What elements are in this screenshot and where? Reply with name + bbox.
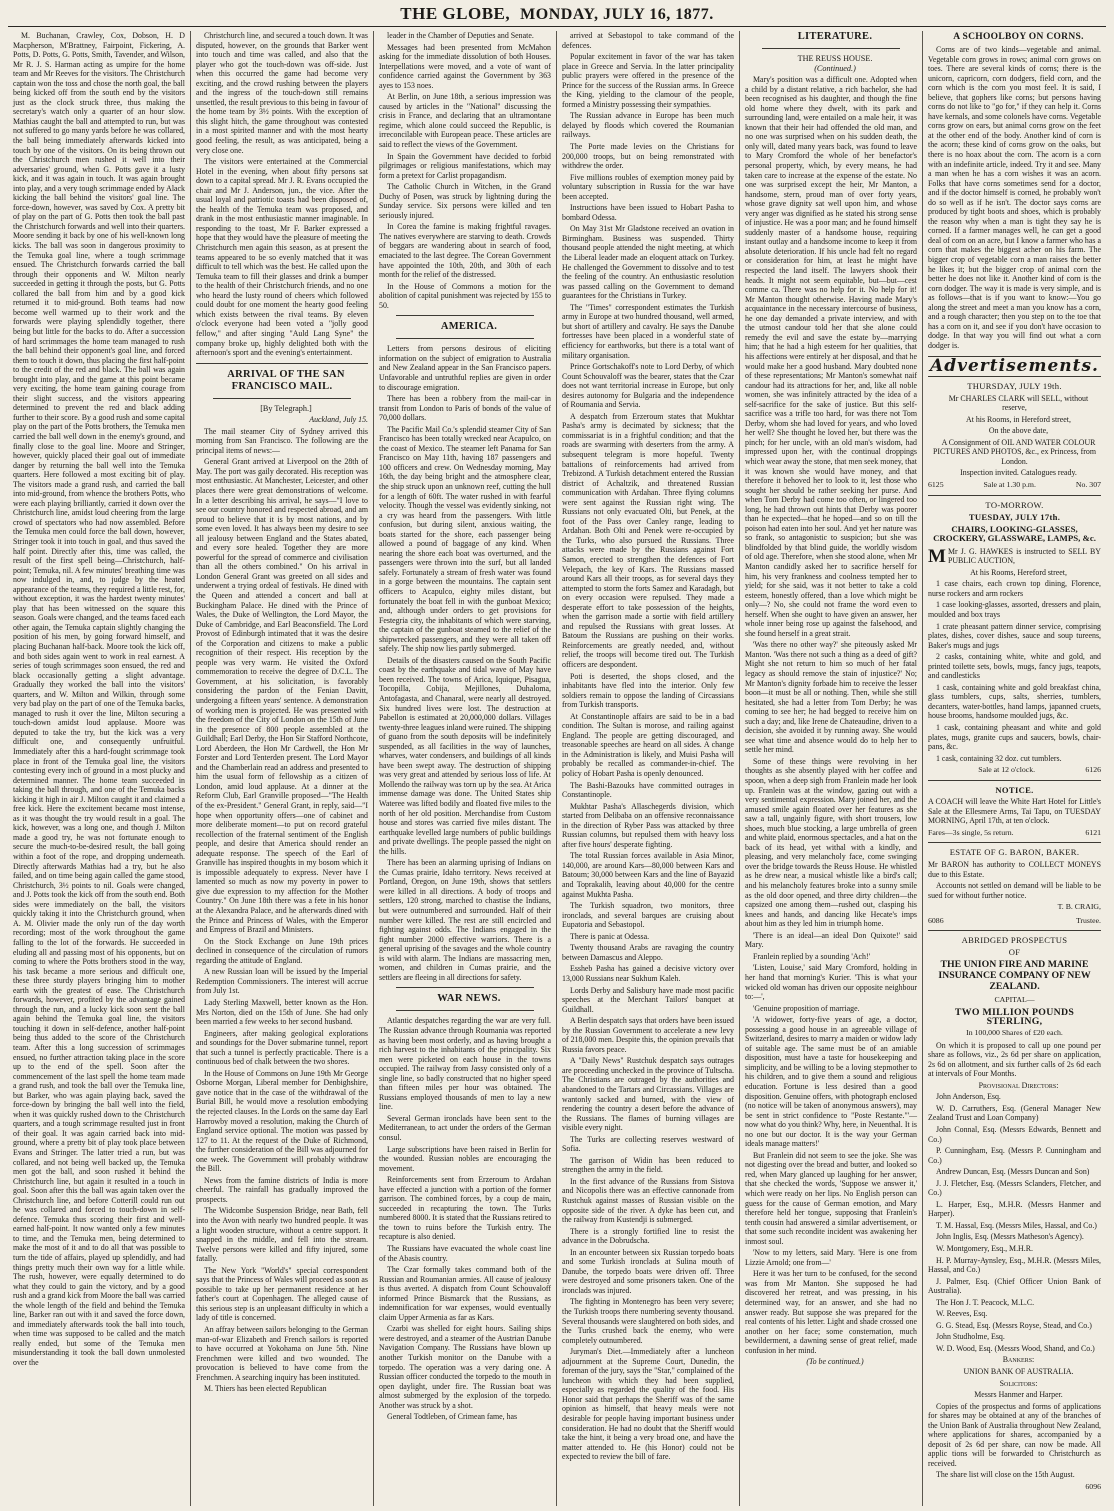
- ad-line: On the above date,: [988, 426, 1049, 436]
- list-item: John Anderson, Esq.: [936, 1092, 1001, 1102]
- trustee-label: Trustee.: [1075, 915, 1101, 925]
- paragraph: Essheb Pasha has gained a decisive victory over 13,000 Russians near Sukhum Kaleh.: [562, 964, 734, 983]
- column-2: [191, 31, 374, 1506]
- list-item: 1 case looking-glasses, assorted, dressers and plain, moulded and box trays: [928, 600, 1101, 619]
- paragraph: There is a strongly fortified line to resist the advance in the Dobrudscha.: [562, 1226, 734, 1246]
- divider: [396, 987, 534, 988]
- col2-body: [196, 31, 368, 358]
- ad-hawkes-intro: [928, 547, 1101, 566]
- paragraph: The Catholic Church in Witchen, in the Grand Duchy of Posen, was struck by lightning during the Sunday service. Six persons were killed and ten seriously injured.: [379, 182, 551, 220]
- paragraph: The Czar formally takes command both of the Russian and Roumanian armies. All cause of jealousy is thus averted. A dispatch from Count Schouvaloff informed Prince Bismarck that the Russians, as indemnification for war expenses, would eventually claim Upper Armenia as far as Kars.: [379, 1265, 551, 1322]
- ad-hawkes-where: At his Rooms, Hereford street,: [970, 567, 1067, 577]
- divider: [928, 780, 1101, 781]
- divider: [196, 363, 368, 364]
- capital-label: CAPITAL—: [994, 995, 1035, 1005]
- paragraph: Popular excitement in favor of the war has taken place in Greece and Servia. In the latter principality public prayers were offered in the presence of the Prince for the success of the Russian arms. In Greece the King, yielding to the clamour of the people, formed a Ministry possessing their sympathies.: [562, 52, 734, 109]
- company-name: THE UNION FIRE AND MARINE INSURANCE COMPANY OF NEW ZEALAND.: [938, 959, 1091, 993]
- paragraph: 'There is an ideal—an ideal Don Quixote!' said Mary.: [745, 930, 917, 950]
- issue-date: MONDAY, JULY 16, 1877.: [520, 6, 714, 23]
- sale-time: Sale at 1.30 p.m.: [983, 479, 1036, 489]
- list-item: J. J. Fletcher, Esq. (Messrs Sclanders, Fletcher, and Co.): [928, 1178, 1101, 1198]
- col4-body: [562, 31, 734, 1462]
- ad-clark-footer: [928, 480, 1101, 490]
- paragraph: At Berlin, on June 18th, a serious impression was caused by articles in the "National" discussing the crisis in France, and declaring that an ultramontane regime, which alone could succeed the Republic, is irreconcilable with European peace. These articles are said to reflect the views of the Government.: [379, 92, 551, 150]
- paragraph: But Franlein did not seem to see the joke. She was not digesting over the bread and butter, and looked so red, when Mary glanced up laughing for her answer, that she checked the words, 'Suppose we answer it,' which were ready on her lips. No English person can guess for the cause of German emotion, and Mary therefore held her tongue, supposing that Franlein's tenth cousin had answered a similar advertisement, or that some such recondite incident was awakening her inmost soul.: [745, 1150, 917, 1246]
- ad-date-tuesday: TUESDAY, JULY 17th.: [968, 512, 1061, 523]
- paragraph: The total Russian forces available in Asia Minor, 140,000, are around Kars—80,000 between Kars and Batoum; 30,000 between Kars and the line of Bayazid and Toprakalih, leaving about 40,000 for the centre against Mukhta Pasha.: [562, 851, 734, 899]
- col2-body-2: [196, 427, 368, 1394]
- paragraph: leader in the Chamber of Deputies and Senate.: [387, 31, 534, 40]
- paragraph: A Berlin despatch says that orders have been issued by the Russian Government to accelerate a new levy of 218,000 men. Despite this, the opinion prevails that Russia favors peace.: [562, 1016, 734, 1054]
- estate-title: ESTATE OF G. BARON, BAKER.: [949, 847, 1080, 858]
- ad-line: Inspection invited. Catalogues ready.: [960, 468, 1077, 478]
- ad-number: 6126: [1085, 765, 1101, 775]
- section-title-san-francisco-mail: ARRIVAL OF THE SAN FRANCISCO MAIL.: [227, 368, 345, 392]
- divider: [396, 338, 534, 339]
- ad-line: A Consignment of OIL AND WATER COLOUR PICTURES AND PHOTOS, &c., ex Princess, from London.: [933, 437, 1096, 466]
- paragraph: M. Thiers has been elected Republican: [204, 1384, 327, 1394]
- prospectus-title: ABRIDGED PROSPECTUS: [961, 935, 1068, 946]
- divider: [928, 376, 1101, 377]
- paragraph: The New York "World's" special correspondent says that the Princess of Wales will proceed as soon as possible to take up her permanent residence at her father's court at Copenhagen. The alleged cause of this serious step is an unpleasant difficulty in which a lady of title is concerned.: [196, 1265, 368, 1323]
- paragraph: The Pacific Mail Co.'s splendid steamer City of San Francisco has been totally wrecked near Acapulco, on the coast of Mexico. The steamer left Panama for San Francisco on May 11th, having 187 passengers and 100 officers and crew. On Wednesday morning, May 16th, the day being bright and the atmosphere clear, the ship struck upon an unknown reef, cutting the hull for a length of 60ft. The water rushed in with fearful velocity. Though the vessel was evidently sinking, not a cry was heard from the passengers. With little confusion, but during silent, anxious waiting, the boats started for the shore, each passenger being allowed a pound of baggage of any kind. When nearing the shore each boat was overturned, and the passengers were thrown into the surf, but all landed safely. Fortunately a stream of fresh water was found in a gorge between the mountains. The captain sent officers to Acapulco, eighty miles distant, but fortunately the boat fell in with the gunboat Mexico; and, although under orders to get provisions for Festegria city, the inhabitants of which were starving, the captain of the gunboat steamed to the relief of the shipwrecked passengers, and they were all taken off safely. The ship now lies partly submerged.: [379, 424, 551, 654]
- paragraph: The Bashi-Bazouks have committed outrages in Constantinople.: [562, 780, 734, 800]
- divider: [213, 398, 351, 399]
- column-6: [923, 31, 1106, 1506]
- list-item: T. M. Hassal, Esq. (Messrs Miles, Hassal, and Co.): [936, 1220, 1097, 1230]
- list-item: John Studholme, Esq.: [936, 1332, 1005, 1342]
- col6-body: [928, 45, 1101, 351]
- list-item: G. G. Stead, Esq. (Messrs Royse, Stead, and Co.): [936, 1320, 1092, 1330]
- paragraph: The Russians have evacuated the whole coast line of the Abasis country.: [379, 1243, 551, 1263]
- list-item: 1 cask, containing pheasant and white and gold plates, mugs, granite cups and saucers, bowls, chair-pans, &c.: [928, 723, 1101, 752]
- paragraph: Five millions roubles of exemption money paid by voluntary subscription in Russia for the war have been accepted.: [562, 172, 734, 201]
- paragraph: Poti is deserted, the shops closed, and the inhabitants have fled into the interior. Only few soldiers remain to oppose the landing of Circassians from Turkish transports.: [562, 671, 734, 710]
- list-item: L. Harper, Esq., M.H.R. (Messrs Hanmer and Harper).: [928, 1199, 1101, 1219]
- masthead: [8, 4, 1106, 27]
- paragraph: Christchurch line, and secured a touch down. It was disputed, however, on the grounds that Barker went into touch and time was called, and also that the player who got the touch-down was off-side. Just when this occurred the game had become very exciting, and the crowd rushing between the players and the ingress of the touch-down still remains unsettled, the result previous to this being in favour of the home team by 3½ points. With the exception of this slight hitch, the game throughout was contested in a most spirited manner and with the most hearty good feeling, the result, as was anticipated, being a very close one.: [196, 31, 368, 155]
- paragraph: On the Stock Exchange on June 19th prices declined in consequence of the circulation of rumors regarding the attitude of England.: [196, 936, 368, 965]
- paragraph: Lady Sterling Maxwell, better known as the Hon. Mrs Norton, died on the 15th of June. She had only been married a few weeks to her second husband.: [196, 997, 368, 1027]
- divider: [762, 48, 900, 49]
- section-title-literature: LITERATURE.: [797, 31, 873, 42]
- paragraph: Prince Gortschakoff's note to Lord Derby, of which Count Schouvaloff was the bearer, states that the Czar does not want territorial increase in Europe, but only desires autonomy for Bulgaria and the independence of Roumania and Servia.: [562, 362, 734, 410]
- paragraph: There has been an alarming uprising of Indians on the Cumas prairie, Idaho territory. News received at Portland, Oregon, on June 19th, shows that settlers were killed in all directions. A body of troops and settlers, 120 strong, marched to chastise the Indians, but were outnumbered and surrounded. Half of their number were killed. The rest are still encircled and fighting against odds. The Indians engaged in the fight number 2000 effective warriors. There is a general uprising of the savages and the whole country is wild with alarm. The Indians are massacring men, women, and children in Cumas prairie, and the settlers are fleeing in all directions for safety.: [379, 858, 551, 982]
- list-item: 1 case chairs, each crown top dining, Florence, nurse rockers and arm rockers: [928, 579, 1101, 598]
- paragraph: Atlantic despatches regarding the war are very full. The Russian advance through Roumania was reported as having been most orderly, and as having brought a rich harvest to the inhabitants of the principality. Six men were picketed on each house in the towns occupied. The railway from Jassy consisted only of a single line, so badly constructed that no higher speed than fifteen miles per hour was obtained. The Russians employed thousands of men to lay a new line.: [379, 1016, 551, 1112]
- list-item: P. Cunningham, Esq. (Messrs P. Cunningham and Co.): [928, 1146, 1101, 1165]
- paragraph: Corns are of two kinds—vegetable and animal. Vegetable corn grows in rows; animal corn grows on toes. There are several kinds of corns; there is the unicorn, capricorn, corn dodgers, field corn, and the corn which is the corn you most feel. It is said, I believe, that gophers like corns; but persons having corns do not like to "go for," if they can help it. Corns have kernals, and some colonels have corns. Vegetable corns grow on ears, but animal corns grow on the feet at the other end of the body. Another kind of corn is the acorn; these kind of corns grow on the oaks, but there is no hoax about the corn. The acorn is a corn with an indefinite article, indeed. Try it and see. Many a man when he has a corn wishes it was an acorn. Folks that have corns sometimes send for a doctor, and if the doctor himself is corned, he probably won't do so well as if he isn't. The doctor says corns are produced by tight boots and shoes, which is probably the reason why when a man is tight they say he is corned. If a farmer manages well, he can get a good deal of corn on an acre, but I know a farmer who has a corn that makes the biggest acher on his farm. The bigger crop of vegetable corn a man raises the better he likes it; but the bigger crop of animal corn the better he does not like it. Another kind of corn is the corn dodger. The way it is made is very simple, and is as follows—that is if you want to know:—You go along the street and meet a man you know has a corn, and a rough character; then you step on to the toe that has a corn on it, and see if you don't have occasion to dodge. In that way you will find out what a corn dodger is.: [928, 45, 1101, 350]
- divider: [928, 495, 1101, 496]
- directors-label: Provisional Directors:: [978, 1080, 1059, 1090]
- list-item: W. Reeves, Esq.: [936, 1309, 988, 1319]
- list-item: John Inglis, Esq. (Messrs Matheson's Agency).: [936, 1232, 1084, 1242]
- paragraph: arrived at Sebastopol to take command of the defences.: [562, 31, 734, 50]
- paragraph: Mukhtar Pasha's Allaschegerds division, which started from Delibaba on an offensive reconnaissance in the direction of Ryber Pass was attacked by three Russian columns, but repulsed them with heavy loss after five hours' desperate fighting.: [562, 801, 734, 849]
- ad-hawkes-title: CHAIRS, LOOKING-GLASSES, CROCKERY, GLASSWARE, LAMPS, &c.: [933, 523, 1096, 544]
- ad-hawkes-footer: [928, 765, 1101, 775]
- col3-body-3: [379, 1016, 551, 1421]
- list-item: 1 crate pheasant pattern dinner service, comprising plates, dishes, cover dishes, sauce and soup tureens, Baker's mugs and jugs: [928, 621, 1101, 650]
- ad-line: At his Rooms, in Hereford street,: [966, 414, 1071, 424]
- columns: [8, 31, 1106, 1506]
- paragraph: 'Listen, Louise,' said Mary Cromford, holding in her hand that morning's Kurier. 'This is what your wicked old woman has driven our opposite neighbour to:—',: [745, 963, 917, 1002]
- telegraph-note: [By Telegraph.]: [260, 403, 312, 413]
- prospectus-closing-2: The share list will close on the 15th August.: [936, 1470, 1075, 1480]
- col3-body-2: [379, 344, 551, 982]
- solicitors: Messrs Hanmer and Harper.: [974, 1390, 1063, 1400]
- list-item: W. D. Carruthers, Esq. (General Manager New Zealand Trust and Loan Company): [928, 1103, 1101, 1123]
- paragraph: In the House of Commons a motion for the abolition of capital punishment was rejected by 155 to 50.: [379, 281, 551, 310]
- ad-number: 6121: [1085, 827, 1101, 837]
- paragraph: A despatch from Erzeroum states that Mukhtar Pasha's army is decimated by sickness; that the commissariat is in a frightful condition; and that the roads are swarming with deserters from the army. A subsequent telegram is more hopeful. Twenty battalions of reinforcements had arrived from Trebizond. A Turkish detachment entered the Russian district of Achaltzik, and threatened Russian communication with Ardahan. Three flying columns were sent against the Russian right wing. The Russians not only evacuated Olti, but Penek, at the foot of the Pass over Canley range, leading to Ardahan. Both Olti and Penek were re-occupied by the Turks, who also pursued the Russians. Three attacks were made by the Russians against Fort Samon, erected to strengthen the defences of Fort Velepach, the key of Kars. The Russians massed around Kars all their troops, as for several days they attempted to storm the forts Samez and Karadagh, but on every occasion were repulsed. They made a desperate effort to take possession of the heights, when the garrison made a sortie with field artillery and repulsed the Russians with great losses. At Batoum the Russians are pushing on their works. Reinforcements are greatly needed, and, without relief, the troops will become tired out. The Turkish officers are despondent.: [562, 411, 734, 669]
- paragraph: In the House of Commons on June 19th Mr George Osborne Morgan, Liberal member for Denbighshire, gave notice that in the case of the withdrawal of the Burial Bill, he would move a resolution embodying the rejected clauses. In the Lords on the same day Earl Harrowby moved a resolution, making the Church of England service optional. The motion was passed by 127 to 11. At the request of the Duke of Richmond, the further consideration of the Bill was adjourned for one week. The Government will probably withdraw the Bill.: [196, 1068, 368, 1174]
- paragraph: Details of the disasters caused on the South Pacific coast by the earthquake and tidal wave of May have been received. The towns of Arica, Iquique, Pisagua, Tocopilla, Cobija, Mejillones, Duhaloma, Antofagasta, and Chanaral, were nearly all destroyed. Six hundred lives were lost. The destruction at Pabellon is estimated at 20,000,000 dollars. Villages twenty-three leagues inland were ruined. The shipping of guano from the south deposits will be indefinitely suspended, as all facilities in the way of launches, wharves, water condensers, and buildings of all kinds have been swept away. The destruction of shipping was very great and attended by serious loss of life. At Mollendo the railway was torn up by the sea. At Arica immense damage was done. The United States ship Wateree was lifted bodily and floated five miles to the north of her old position. Merchandise from Custom house and stores was carried five miles distant. The earthquake levelled large numbers of public buildings and private dwellings. The people passed the night on the hills.: [379, 655, 551, 856]
- divider: [396, 315, 534, 316]
- directors-list: [928, 1092, 1101, 1353]
- prospectus-closing: Copies of the prospectus and forms of applications for shares may be obtained at any of the branches of the Union Bank of Australia throughout New Zealand, where applications for shares, accompanied by a deposit of 2s 6d per share, can now be made. All applic tions will be forwarded to Christchurch as received.: [928, 1401, 1101, 1468]
- paragraph: News from the famine districts of India is more cheerful. The rainfall has gradually improved the prospects.: [196, 1175, 368, 1204]
- paragraph: An affray between sailors belonging to the German man-of-war Elizabeth and French sailors is reported to have occurred at Yokohama on June 5th. Nine Frenchmen were killed and two wounded. The provocation is believed to have come from the Frenchmen. A searching inquiry has been instituted.: [196, 1325, 368, 1382]
- paragraph: A "Daily News" Rustchuk despatch says outrages are proceeding unchecked in the province of Tultscha. The Christians are outraged by the authorities and abandoned to the Tartars and Circassians. Villages are wantonly sacked and burned, with the view of rendering the country a desert before the advance of the Russians. The flames of burning villages are visible every night.: [562, 1056, 734, 1133]
- ad-clark: [928, 394, 1101, 478]
- paragraph: The "Times" correspondent estimates the Turkish army in Europe at two hundred thousand, well armed, but short of artillery and cavalry. He says the Danube fortresses have been placed in a wonderful state of efficiency for earthworks, but there is a total want of military organisation.: [562, 302, 734, 360]
- list-item: The Hon J. T. Peacock, M.L.C.: [936, 1297, 1035, 1307]
- paragraph: The Turkish squadron, two monitors, three ironclads, and several barques are cruising about Eupatoria and Sebastopol.: [562, 901, 734, 930]
- paragraph: Several German ironclads have been sent to the Mediterranean, to act under the orders of the German consul.: [379, 1113, 551, 1142]
- paragraph: General Grant arrived at Liverpool on the 28th of May. The port was gaily decorated. His reception was most enthusiastic. At Manchester, Leicester, and other places there were great demonstrations of welcome. In a letter describing his arrival, he says—"I love to see our country honored and respected abroad, and am proud to believe that it is by most nations, and by some even loved. It has always been my desire to see all jealousy between England and the States abated, and every sore healed. Together they are more powerful for the spread of commerce and civilisation than all the others combined." On his arrival in London General Grant was greeted on all sides and underwent a trying ordeal of festivals. He dined with the Queen and attended a concert and ball at Buckingham Palace. He dined with the Prince of Wales, the Duke of Wellington, the Lord Mayor, the Duke of Cambridge, and Earl Beaconsfield. The Lord Provost of Edinburgh intimated that it was the desire of the Corporation and citizens to make a public recognition of their respect. His reception by the people was very warm. He visited the Oxford commemoration to receive the degree of D.C.L. The Government, at his solicitation, is favorably considering the pardon of the Fenian Davitt, undergoing a fifteen years' sentence. A demonstration of working men is projected. He was presented with the freedom of the City of London on the 15th of June in the presence of 800 people assembled at the Guildhall; Earl Derby, the Hon Sir Stafford Northcote, Lord Aberdeen, the Hon Mr Cardwell, the Hon Mr Forster and Lord Tenterden present. The Lord Mayor and the Chamberlain read an address and presented to him the usual form of fellowship as a citizen of London, amid loud applause. At a dinner at the Reform Club, Earl Granville proposed—"The Health of the ex-President." General Grant, in reply, said—"I hope when opportunity offers—one of cabinet and more deliberate moment—to put on record grateful recollection of the fraternal sentiment of the English people, and desire that America should render an adequate response. The speech of the Earl of Granville has inspired thoughts in my bosom which it is impossible adequately to express. Never have I lamented so much as now my poverty in power to give due expression to my affection for the Mother Country." On June 18th there was a fete in his honor at the Alexandra Palace, and he afterwards dined with the Prince and Princess of Wales, with the Emperor and Empress of Brazil and Ministers.: [196, 457, 368, 935]
- ad-date-thursday: THURSDAY, JULY 19th.: [967, 381, 1062, 392]
- capital-amount: TWO MILLION POUNDS STERLING,: [954, 1006, 1075, 1028]
- paragraph: 'Genuine proposition of marriage.: [753, 1003, 860, 1013]
- prospectus-text: On which it is proposed to call up one pound per share as follows, viz., 2s 6d per share on application, 2s 6d on allotment, and six further calls of 2s 6d each at intervals of Four Months.: [928, 1040, 1101, 1079]
- list-item: Andrew Duncan, Esq. (Messrs Duncan and Son): [936, 1167, 1090, 1177]
- paragraph: In Spain the Government have decided to forbid pilgrimages or religious manifestations, which may form a pretext for Carlist propagandism.: [379, 151, 551, 180]
- fares: Fares—3s single, 5s return.: [928, 827, 1014, 837]
- lot-number: No. 307: [1075, 479, 1101, 489]
- paragraph: Engineers, after making geological explorations and soundings for the Dover submarine tunnel, report that such a tunnel is perfectly practicable. There is a continuous bed of chalk between the two shores.: [196, 1028, 368, 1067]
- paragraph: The Widcombe Suspension Bridge, near Bath, fell into the Avon with nearly two hundred people. It was a light wooden structure, without a centre support. It snapped in the middle, and fell into the stream. Twelve persons were killed and fifty injured, some fatally.: [196, 1206, 368, 1264]
- paragraph: At Constantinople affairs are said to be in a bad condition. The Sultan is morose, and railing against England. The people are getting discouraged, and treasonable speeches are heard on all sides. A change in the Administration is likely, and Muisi Pasha will probably be recalled as commander-in-chief. The policy of Hobart Pasha is openly denounced.: [562, 711, 734, 779]
- story-continued: (Continued.): [814, 63, 856, 73]
- bankers: UNION BANK OF AUSTRALIA.: [963, 1366, 1074, 1376]
- bankers-label: Bankers:: [1002, 1355, 1035, 1365]
- column-5: [740, 31, 923, 1506]
- section-title-corns: A SCHOOLBOY ON CORNS.: [953, 32, 1084, 42]
- divider: [928, 930, 1101, 931]
- paragraph: Twenty thousand Arabs are ravaging the country between Damascus and Aleppo.: [562, 943, 734, 962]
- estate-text: Mr BARON has authority to COLLECT MONEYS due to this Estate.: [928, 860, 1101, 879]
- col3-body: [379, 31, 551, 310]
- sale-time: Sale at 12 o'clock.: [978, 765, 1036, 775]
- paragraph: Mary's position was a difficult one. Adopted when a child by a distant relative, a rich bachelor, she had been recognised as his daughter, and though the fine old home where they dwelt, with its park and surrounding land, were entailed on a male heir, it was known that their heir had offended the old man, and no one was surprised when on his sudden death, the only will, dated many years back, was found to leave to Mary Cromford the whole of her benefactor's personal property, which, by every means, he had taken care to increase at the expense of the estate. No one was surprised except the heir, Mr Manton, a handsome, stern, proud man of over forty years, whose grave dignity sat well upon him, and whose very anger was dignified as he stated his strong sense of injustice. He was a poor man; and he found himself suddenly master of a handsome house, requiring instant outlay and a handsome income to keep it from absolute deterioration. If his uncle had felt no regard or consideration for him, at least he might have respected the land itself. The lawyers shook their heads. It might not seem equitable, but—but—cest comme ca. There was no help for it. No help for it! Mr Manton thought otherwise. Having made Mary's acquaintance in the necessary intercourse of business, he one day demanded a private interview, and with the utmost candour told her that she alone could remedy the evil and save the estate by—marrying him; that he had a high esteem for her qualities, that his affections were entirely at her disposal, and that he would make her a good husband. Mary doubted none of these representations; Mr Manton's somewhat naif candour had its attractions for her, and, like all noble women, she was infinitely attracted by the idea of a self-sacrifice for the sake of justice. But this self-sacrifice was a trifle too hard, for was there not Tom Derby, whom she had loved for years, and who loved her well? She thought he loved her, but there was the pinch; for her uncle, with an old man's wisdom, had impressed upon her, with the continual droppings which wear away the stone, that men seek money, that it was known she would have money, and that therefore it behoved her to look to it, lest those who sought her should be rather seeking her purse. And when Tom Derby had come too often, or lingered too long, he had thrown out hints that Derby was poorer than he expected—that he hoped—and so on till the poison had eaten into her soul. And yet her nature was so frank, so antagonistic to suspicion; but she was blindfolded by that blind guide, the worldly wisdom of old age. Therefore, when she stood alone, when Mr Manton candidly asked her to sacrifice herself for him, his very frankness and coolness tempted her to yield; for she said, was it not better to take a cold esteem, honestly offered, than a love which might be only—? No, she could not frame the word even to herself. When she ought to have given an answer, her whole inner being rose up against the falsehood, and she found herself in a great strait.: [745, 75, 917, 638]
- list-item: H. P. Murray-Aynsley, Esq., M.H.R. (Messrs Miles, Hassal, and Co.): [928, 1255, 1101, 1275]
- paragraph: The mail steamer City of Sydney arrived this morning from San Francisco. The following are the principal items of news:—: [196, 426, 368, 455]
- paragraph: 'Was there no other way?' she piteously asked Mr Manton. 'Was there not such a thing as a deed of gift? Might she not return to him so much of her fatal legacy as should remove the stain of injustice?' No; Mr Manton's dignity forbade him to receive the lesser boon—it must be all or nothing. Then, while she still hesitated, she had a letter from Tom Derby; he was coming to see her; he had begged to receive him on such a day; and, like Irene de Chateaudine, driven to a decision, she avoided it by running away. She would see what time and absence would do to help her to settle her mind.: [745, 640, 917, 755]
- paragraph: The Porte made levies on the Christians for 200,000 troops, but on being remonstrated with withdrew the order.: [562, 142, 734, 171]
- paragraph: M. Buchanan, Crawley, Cox, Dobson, H. D Macpherson, M'Brattney, Fairpoint, Fickering, A. Potts, D. Potts, G. Potts, Smith, Tavender, and Wilson, Mr R. J. S. Harman acting as umpire for the home team and Mr Reeves for the visitors. The Christchurch captain won the toss and chose the north goal, the ball being kicked off from the south end by the visitors just as the clock struck three, thus making the secretary's watch only a quarter of an hour slow. Mathias caught the ball and attempted to run, but was not suffered to go many yards before he was collared, the ball being immediately afterwards kicked into touch by one of the visitors. On its being thrown out the Christchurch men rushed it well into their adversaries' ground, when G. Potts gave it a lusty kick, and it was again in touch. It was again brought into play, and a very tough scrimmage ended by Alack kicking the ball behind the visitors' goal line. The force-down, however, was saved by Cox. A pretty bit of play on the part of G. Potts then took the ball past the Christchurch forwards and well into their quarters. Moore sending it back by one of his well-known long kicks. The ball was soon in dangerous proximity to the Temuka goal line, where a tough scrimmage ensued. The Christchurch forwards carried the ball through their opponents and W. Milton nearly succeeded in getting it through the posts, but G. Potts collared the ball from him and by a good kick returned it to mid-ground. Both teams had now become well warmed up to their work and the forwards were playing splendidly together, there being but little for the backs to do. After a succession of hard scrimmages the home team managed to rush the ball behind their opponent's goal line, and forced them to touch it down, thus placing the first half-point to the credit of the red and black. The ball was again brought into play, and the game at this point became very exciting, the home team gaining courage from their slight success, and the visitors appearing determined to prevent the red and black adding further to their score. By a good rush and some capital play on the part of the Potts brothers, the Temuka men carried the ball well down in the enemy's ground, and finally close to the goal line. Moore and Stringer, however, quickly placed their goal out of immediate danger by returning the ball well into the Temuka quarters. Here followed a most exciting bit of play. The visitors made a grand rush, and carried the ball into mid-ground, from whence the brothers Potts, who were each playing brilliantly, carried it down over the Christchurch line, amidst loud cheering from the large crowd of spectators who had now assembled. Before the Temuka men could force the ball down, however, Stringer took it into touch in goal, and thus saved the half point. Directly after this, time was called, the result of the first spell being—Christchurch, half-point; Temuka, nil. A few minutes' breathing time was now indulged in, and, to judge by the heated appearance of the teams, they required a little rest, for, without exception, it was the hardest twenty minutes' play that has been witnessed on the square this season. Goals were changed, and the teams faced each other again, the Temuka captain slightly changing the position of his men, by going forward himself, and placing Buchanan half-back. Moore took the kick off, and both sides again went to work in real earnest. A series of tough scrimmages soon ensued, the red and black occasionally getting a slight advantage. Gradually they worked the ball into the visitors' quarters, and W. Milton and Wilkin, through some very bad play on the part of one of the Temuka backs, managed to rush it over the line, Milton securing a touch-down amidst loud applause. Moore was deputed to take the try, but the kick was a very difficult one, and consequently unfruitful. Immediately after this a hard-fought scrimmage took place in front of the Temuka goal line, the visitors contesting every inch of ground in a most plucky and determined manner. The home team succeeded in taking the ball through, and one of the Temuka backs kicking it high in air J. Milton caught it and claimed a free kick. Here the excitement became most intense, as it was thought the try would result in a goal. The kick, however, was a long one, and though J. Milton made a good try, he was not fortunate enough to secure the much-to-be-desired result, the ball going within a foot of the rope, and dropping underneath. Directly afterwards Mathias had a try, but he also failed, and on time being again called the game stood, Christchurch, 3½ points to nil. Goals were changed, and J. Potts took the kick off from the south end. Both sides were immediately on the ball, the visitors quickly taking it into the Christchurch ground, when A. M. Olivier made the only run of the day worth recording; most of the work throughout the game falling to the lot of the forwards. He succeeded in eluding all and passing most of his opponents, but on coming to where the Potts brothers stood in the way, his task became a more serious and difficult one, these three sturdy players bringing him to mother earth with the greatest of ease. The Christchurch forwards, however, profited by the advantage gained through the run, and a lucky kick soon sent the ball again behind the Temuka goal line, the visitors touching it down in self-defence, another half-point being thus added to the score of the Christchurch team. After this a long succession of scrimmages ensued, no further attraction taking place in the score up to the end of the spell. Soon after the commencement of the last spell the home team made a grand rush, and took the ball over the Temuka line, but Barker, who was again playing back, saved the force-down by bringing the ball well into the field, when it was quickly rushed down to the Christchurch quarters, and a tough scrimmage resulted just in front of their goal. It was again carried back into mid-ground, where a pretty bit of play took place between Evans and Stringer. The latter tried a run, but was collared, and not being well backed up, the Temuka men got the ball, and soon rushed it behind the Christchurch line, but again it resulted in a touch in goal. Soon after this the ball was again taken over the Christchurch line, and before Cotterill could run out he was collared and forced to touch-down in self-defence. Temuka thus scoring their first and well-earned half-point. It now wanted only a few minutes to time, and the Temuka men, being determined to make the most of it and to do all that was possible to turn the tide of affairs, played up splendidly, and had things pretty much their own way for a little while. The rush, however, were equally determined to do what they could to gain the victory, and by a good rush and a grand kick from Moore the ball was carried the whole length of the field and behind the Temuka line, Barker ran out with it and saved the force down, and immediately afterwards took the ball into touch, when time was supposed to be called and the match really ended, but some of the Temuka men misunderstanding it took the ball down unmolested over the: [13, 31, 185, 1368]
- dateline: Auckland, July 15.: [309, 415, 368, 425]
- paragraph: The visitors were entertained at the Commercial Hotel in the evening, when about fifty persons sat down to a capital spread. Mr J. R. Evans occupied the chair and Mr J. Anderson, jun., the vice. After the usual loyal and patriotic toasts had been disposed of, the health of the Temuka team was proposed, and drank in the most enthusiastic manner imaginable. In responding to the toast, Mr F. Barker expressed a hope that they would have the pleasure of meeting the Christchurch men again this season, as at present the teams appeared to be so evenly matched that it was difficult to tell which was the best. He called upon the Temuka team to fill their glasses and drink a bumper to the health of their Christchurch friends, and no one who heard the lusty round of cheers which followed could doubt for one moment the hearty good feeling which exists between the rival teams. By eleven o'clock everyone had been voted a "jolly good fellow," and after singing "Auld Lang Syne" the company broke up, highly delighted both with the afternoon's sport and the evening's entertainment.: [196, 157, 368, 358]
- divider: [396, 1010, 534, 1011]
- ad-number: 6086: [928, 915, 944, 925]
- paragraph: The Russian advance in Europe has been much delayed by floods which covered the Roumanian railways.: [562, 111, 734, 140]
- section-title-america: AMERICA.: [440, 321, 498, 333]
- paragraph: General Todtleben, of Crimean fame, has: [387, 1412, 518, 1422]
- paragraph: In an encounter between six Russian torpedo boats and some Turkish ironclads at Sulina mouth of Danube, the torpedo boats were driven off. Three were destroyed and some prisoners taken. One of the ironclads was injured.: [562, 1247, 734, 1295]
- divider: [928, 842, 1101, 843]
- paragraph: Czarbi was shelled for eight hours. Sailing ships were destroyed, and a steamer of the Austrian Danube Navigation Company. The Russians have blown up another Turkish monitor on the Danube with a torpedo. The operation was a very daring one. A Russian officer conducted the torpedo to the mouth in open daylight, under fire. The Russian boat was almost submerged by the explosion of the torpedo. Another was struck by a shot.: [379, 1324, 551, 1410]
- advertisements-heading: Advertisements.: [930, 355, 1099, 376]
- estate-footer: [928, 916, 1101, 926]
- paper-name: THE GLOBE,: [400, 4, 511, 23]
- paragraph: Juryman's Diet.—Immediately after a luncheon adjournment at the Supreme Court, Dunedin, the foreman of the jury, says the "Star," complained of the luncheon with which they had been supplied, especially as regarded the quality of the food. His Honor said that perhaps the Sheriff was of the same opinion as himself, that heavy meals were not desirable for people having important business under consideration. He had no doubt that the Sheriff would take the hint, it being a very broad one, and have the matter attended to. He (his Honor) could not be expected to review the bill of fare.: [562, 1347, 734, 1462]
- dropcap: M: [928, 545, 946, 567]
- list-item: 2 casks, containing white, white and gold, and printed toilette sets, bowls, mugs, fancy jugs, teapots, and candlesticks: [928, 652, 1101, 681]
- paragraph: Letters from persons desirous of eliciting information on the subject of emigration to Australia and New Zealand appear in the San Francisco papers. Unfavorable and untruthful replies are given in order to discourage emigration.: [379, 344, 551, 392]
- ad-hawkes-intro-text: Mr J. G. HAWKES is instructed to SELL BY PUBLIC AUCTION,: [947, 546, 1101, 566]
- ad-number: 6096: [1085, 1482, 1101, 1491]
- ad-date-tomorrow: TO-MORROW.: [985, 499, 1044, 510]
- column-3: [374, 31, 557, 1506]
- to-be-continued: (To be continued.): [806, 1357, 864, 1367]
- list-item: W. Montgomery, Esq., M.H.R.: [936, 1243, 1033, 1253]
- list-item: 1 cask, containing white and gold breakfast china, glass tumblers, cups, salts, sherries, tumblers, decanters, water-bottles, hand lamps, japanned cruets, house brooms, handsome moulded jugs, &c.: [928, 682, 1101, 721]
- col5-body: [745, 75, 917, 1355]
- paragraph: Lords Derby and Salisbury have made most pacific speeches at the Merchant Tailors' banquet at Guildhall.: [562, 985, 734, 1014]
- paragraph: The fighting in Montenegro has been very severe; the Turkish troops there numbering seventy thousand. Several thousands were slaughtered on both sides, and the Turks crushed back the enemy, who were completely outnumbered.: [562, 1297, 734, 1345]
- paragraph: Franlein replied by a sounding 'Ach!': [753, 951, 871, 961]
- ad-line: Mr CHARLES CLARK will SELL, without reserve,: [948, 393, 1089, 413]
- list-item: W. D. Wood, Esq. (Messrs Wood, Shand, and Co.): [936, 1343, 1095, 1353]
- paragraph: The Turks are collecting reserves westward of Sofia.: [562, 1134, 734, 1154]
- ad-hawkes-items: [928, 579, 1101, 763]
- paragraph: Large subscriptions have been raised in Berlin for the wounded. Russian nobles are encouraging the movement.: [379, 1144, 551, 1173]
- solicitors-label: Solicitors:: [999, 1378, 1038, 1388]
- paragraph: Some of these things were revolving in her thoughts as she absently played with her coffee and spoon, when a deep sigh from Franlein made her look up. Franlein was at the window, gazing out with a very sentimental expression. Mary joined her, and the amused smile again floated over her features as she saw a tall, ungainly figure, with short trousers, low shoes, much blue stocking, a large umbrella of green and white plaid, enormous spectacles, and a hat on the back of its head, yet withal with a kindly, and pleasing, and very melancholy face, come swinging over the bridge towards the Reuss House. He whistled as he drew near, a musical whistle like a bird's call; and his melancholy features broke into a sunny smile as the old door opened, and three dirty children—the capsized one among them—rushed out, clasping his knees and hands, and dancing like Hecate's imps about him as they led him in triumph home.: [745, 756, 917, 929]
- capital-shares: In 100,000 Shares of £20 each.: [966, 1028, 1063, 1038]
- paragraph: There is panic at Odessa.: [570, 931, 650, 941]
- col1-body: [13, 31, 185, 1368]
- paragraph: 'A widower, forty-five years of age, a doctor, possessing a good house in an agreeable village of Switzerland, desires to marry a maiden or widow lady of suitable age. The same must be of an amiable disposition, must have a taste for housekeeping and simplicity, and be willing to be a loving stepmother to his children, and to give them a sound and religious education. Fortune is less desired than a good disposition. Genuine offers, with photograph enclosed (no notice will be taken of anonymous answers), may be sent in strict confidence to "Poste Restante."'—now what do you think? Why, here, in Neuenthal. It is no one but our doctor. It is the way your German ideals manage matters!': [745, 1015, 917, 1149]
- paragraph: A new Russian loan will be issued by the Imperial Redemption Commissioners. The interest will accrue from July 1st.: [196, 967, 368, 996]
- list-item: 1 cask, containing 32 doz. cut tumblers.: [936, 753, 1062, 763]
- paragraph: There has been a robbery from the mail-car in transit from London to Paris of bonds of the value of 70,000 dollars.: [379, 394, 551, 423]
- column-1: [8, 31, 191, 1506]
- notice-footer: [928, 828, 1101, 838]
- section-title-war-news: WAR NEWS.: [437, 993, 501, 1005]
- notice-text: A COACH will leave the White Hart Hotel for Little's Sale at the Ellesmere Arms, Tai Tapu, on TUESDAY MORNING, April 17th, at ten o'clock.: [928, 797, 1101, 826]
- paragraph: In Corea the famine is making frightful ravages. The natives everywhere are starving to death. Crowds of beggars are wandering about in search of food, emaciated to the last degree. The Corean Government have appointed the 10th, 20th, and 30th of each month for the relief of the distressed.: [379, 222, 551, 280]
- notice-title: NOTICE.: [995, 784, 1034, 795]
- story-title: THE REUSS HOUSE.: [797, 54, 873, 63]
- estate-text-2: Accounts not settled on demand will be liable to be sued for without further notice.: [928, 881, 1101, 900]
- list-item: J. Palmer, Esq. (Chief Officer Union Bank of Australia).: [928, 1276, 1101, 1296]
- list-item: John Connal, Esq. (Messrs Edwards, Bennett and Co.): [928, 1124, 1101, 1144]
- paragraph: Messages had been presented from McMahon asking for the immediate dissolution of both Houses. Interpellations were moved, and a vote of want of confidence carried against the Government by 363 ayes to 153 noes.: [379, 42, 551, 90]
- paragraph: On May 31st Mr Gladstone received an ovation in Birmingham. Business was suspended. Thirty thousand people attended the night meeting, at which the Liberal leader made an eloquent attack on Turkey. He challenged the Government to dissolve and to test the feeling of the country. An enthusiastic resolution was passed calling on the Government to demand guarantees for the Christians in Turkey.: [562, 224, 734, 301]
- paragraph: Instructions have been issued to Hobart Pasha to bombard Odessa.: [562, 203, 734, 222]
- prospectus-of: OF: [1008, 946, 1021, 957]
- paragraph: Reinforcements sent from Erzeroum to Ardahan have effected a junction with a portion of the former garrison. The combined forces, by a coup de main, succeeded in recapturing the town. The Turks numbered 8000. It is stated that the Russians retired to the town to ruins before the Turkish entry. The recapture is also denied.: [379, 1175, 551, 1242]
- column-4: [557, 31, 740, 1506]
- paragraph: 'Now to my letters, said Mary. 'Here is one from Lizzie Arnold; one from—': [745, 1248, 917, 1267]
- paragraph: In the first advance of the Russians from Sistova and Nicopolis there was an effective cannonade from Rustchuk against masses of Russian visible on the opposite side of the river. A dyke has been cut, and the railway from Kustendji is submerged.: [562, 1176, 734, 1225]
- ad-number: 6125: [928, 479, 944, 489]
- estate-signature: T. B. CRAIG,: [1057, 902, 1101, 912]
- paragraph: The garrison of Widin has been reduced to strengthen the army in the field.: [562, 1155, 734, 1175]
- paragraph: Here it was her turn to be confused, for the second was from Mr Manton. She supposed he had discovered her retreat, and was pressing, in his determined way, for an answer, and she had no answer ready. But suppose she was prepared for the real contents of his letter. Light and shade crossed one another on her face; some consternation, much bewilderment, a dawning sense of great relief, made confusion in her mind.: [745, 1269, 917, 1355]
